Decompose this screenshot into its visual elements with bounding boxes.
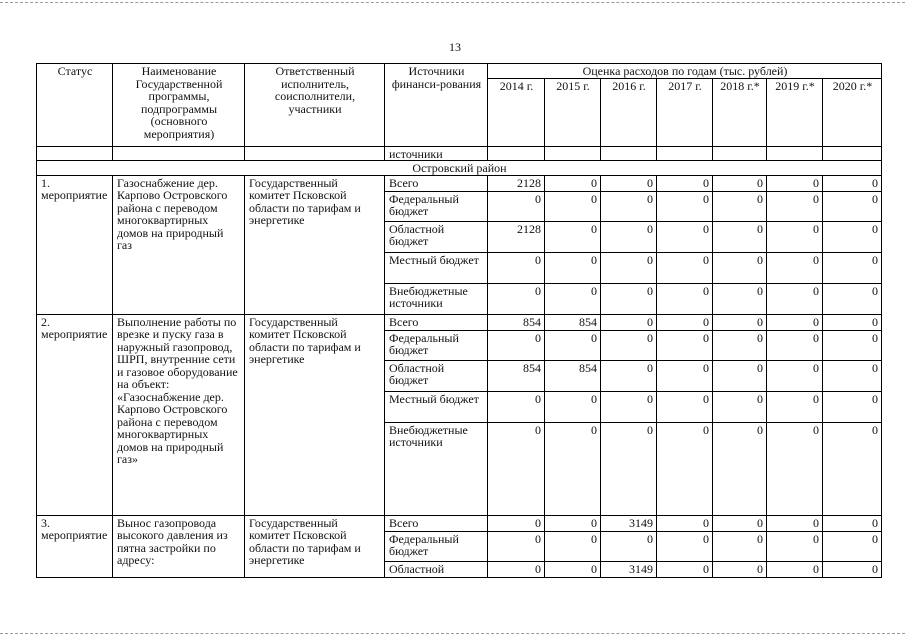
- value-cell: 0: [601, 330, 657, 360]
- activity-status: 2. мероприятие: [37, 314, 113, 515]
- value-cell: 0: [657, 531, 713, 561]
- value-cell: 0: [713, 531, 767, 561]
- value-cell: 0: [767, 252, 823, 283]
- source-label: Федеральный бюджет: [385, 531, 488, 561]
- activity-name: Вынос газопровода высокого давления из пятна застройки по адресу:: [113, 515, 245, 577]
- carryover-source: источники: [385, 146, 488, 161]
- source-label: Областной: [385, 561, 488, 577]
- table-row: [37, 515, 882, 531]
- value-cell: 0: [657, 283, 713, 314]
- value-cell: 854: [545, 360, 601, 391]
- page-number: 13: [449, 40, 461, 54]
- value-cell: 0: [823, 191, 882, 221]
- header-row: [37, 64, 882, 79]
- carryover-row: [37, 146, 882, 161]
- source-label: Внебюджетные источники: [385, 422, 488, 515]
- budget-table: [36, 63, 882, 578]
- header-costs: Оценка расходов по годам (тыс. рублей): [488, 64, 882, 79]
- value-cell: 0: [823, 561, 882, 577]
- header-year: 2016 г.: [601, 78, 657, 146]
- header-year: 2019 г.*: [767, 78, 823, 146]
- value-cell: 0: [601, 391, 657, 422]
- value-cell: 0: [488, 422, 545, 515]
- value-cell: 0: [545, 391, 601, 422]
- value-cell: 0: [601, 191, 657, 221]
- value-cell: 0: [713, 175, 767, 191]
- value-cell: 0: [823, 515, 882, 531]
- activity-responsible: Государственный комитет Псковской области по тарифам и энергетике: [245, 515, 385, 577]
- value-cell: 0: [488, 191, 545, 221]
- value-cell: 0: [601, 360, 657, 391]
- value-cell: 854: [488, 314, 545, 330]
- value-cell: 0: [823, 314, 882, 330]
- value-cell: 0: [488, 531, 545, 561]
- source-label: Федеральный бюджет: [385, 330, 488, 360]
- source-label: Федеральный бюджет: [385, 191, 488, 221]
- value-cell: 0: [713, 561, 767, 577]
- section-row: [37, 161, 882, 176]
- value-cell: 0: [545, 422, 601, 515]
- value-cell: 0: [767, 531, 823, 561]
- value-cell: 0: [713, 330, 767, 360]
- value-cell: 0: [823, 175, 882, 191]
- activity-status: 1. мероприятие: [37, 175, 113, 314]
- value-cell: 0: [657, 360, 713, 391]
- value-cell: 3149: [601, 561, 657, 577]
- value-cell: 0: [545, 330, 601, 360]
- header-year: 2015 г.: [545, 78, 601, 146]
- value-cell: 0: [657, 515, 713, 531]
- value-cell: 0: [488, 515, 545, 531]
- value-cell: 0: [601, 252, 657, 283]
- value-cell: 0: [545, 515, 601, 531]
- value-cell: 0: [545, 221, 601, 252]
- value-cell: 0: [823, 283, 882, 314]
- table-row: [37, 175, 882, 191]
- activity-responsible: Государственный комитет Псковской области по тарифам и энергетике: [245, 314, 385, 515]
- header-program-name: Наименование Государственной программы, подпрограммы (основного мероприятия): [113, 64, 245, 147]
- header-status: Статус: [37, 64, 113, 147]
- table-row: [37, 314, 882, 330]
- value-cell: 0: [767, 515, 823, 531]
- value-cell: 3149: [601, 515, 657, 531]
- source-label: Всего: [385, 175, 488, 191]
- value-cell: 2128: [488, 175, 545, 191]
- value-cell: 0: [488, 252, 545, 283]
- activity-name: Выполнение работы по врезке и пуску газа в наружный газопровод, ШРП, внутренние сети и газовое оборудование на объект: «Газоснабжение дер. Карпово Островского района с переводом многоквартирных домов на природный газ»: [113, 314, 245, 515]
- scan-edge-top: [0, 2, 905, 3]
- header-responsible: Ответственный исполнитель, соисполнители, участники: [245, 64, 385, 147]
- value-cell: 0: [713, 283, 767, 314]
- header-year: 2017 г.: [657, 78, 713, 146]
- value-cell: 0: [767, 175, 823, 191]
- value-cell: 0: [488, 391, 545, 422]
- value-cell: 0: [657, 175, 713, 191]
- value-cell: 0: [823, 422, 882, 515]
- value-cell: 0: [488, 561, 545, 577]
- value-cell: 0: [713, 221, 767, 252]
- source-label: Внебюджетные источники: [385, 283, 488, 314]
- source-label: Всего: [385, 314, 488, 330]
- value-cell: 0: [545, 252, 601, 283]
- header-year: 2020 г.*: [823, 78, 882, 146]
- activity-responsible: Государственный комитет Псковской области по тарифам и энергетике: [245, 175, 385, 314]
- value-cell: 0: [545, 175, 601, 191]
- section-title: Островский район: [37, 161, 882, 176]
- value-cell: 0: [767, 422, 823, 515]
- value-cell: 0: [713, 191, 767, 221]
- value-cell: 0: [601, 314, 657, 330]
- value-cell: 0: [657, 561, 713, 577]
- value-cell: 0: [657, 314, 713, 330]
- value-cell: 0: [713, 252, 767, 283]
- value-cell: 0: [767, 391, 823, 422]
- value-cell: 0: [601, 283, 657, 314]
- value-cell: 0: [657, 422, 713, 515]
- value-cell: 0: [545, 191, 601, 221]
- value-cell: 0: [657, 391, 713, 422]
- value-cell: 0: [713, 314, 767, 330]
- value-cell: 0: [545, 531, 601, 561]
- scan-edge-bottom: [0, 633, 905, 634]
- value-cell: 0: [657, 221, 713, 252]
- source-label: Областной бюджет: [385, 221, 488, 252]
- value-cell: 0: [713, 391, 767, 422]
- value-cell: 0: [767, 221, 823, 252]
- value-cell: 854: [488, 360, 545, 391]
- value-cell: 0: [545, 561, 601, 577]
- header-year: 2018 г.*: [713, 78, 767, 146]
- value-cell: 0: [657, 330, 713, 360]
- value-cell: 0: [767, 330, 823, 360]
- source-label: Областной бюджет: [385, 360, 488, 391]
- source-label: Всего: [385, 515, 488, 531]
- value-cell: 0: [657, 191, 713, 221]
- value-cell: 0: [767, 360, 823, 391]
- activity-status: 3. мероприятие: [37, 515, 113, 577]
- value-cell: 0: [545, 283, 601, 314]
- value-cell: 0: [823, 330, 882, 360]
- value-cell: 0: [713, 360, 767, 391]
- source-label: Местный бюджет: [385, 391, 488, 422]
- value-cell: 0: [767, 314, 823, 330]
- activity-name: Газоснабжение дер. Карпово Островского района с переводом многоквартирных домов на природный газ: [113, 175, 245, 314]
- value-cell: 0: [601, 221, 657, 252]
- value-cell: 0: [823, 391, 882, 422]
- value-cell: 0: [713, 422, 767, 515]
- value-cell: 0: [601, 175, 657, 191]
- value-cell: 854: [545, 314, 601, 330]
- value-cell: 2128: [488, 221, 545, 252]
- value-cell: 0: [823, 531, 882, 561]
- value-cell: 0: [657, 252, 713, 283]
- value-cell: 0: [601, 531, 657, 561]
- value-cell: 0: [823, 221, 882, 252]
- value-cell: 0: [767, 191, 823, 221]
- value-cell: 0: [823, 360, 882, 391]
- value-cell: 0: [713, 515, 767, 531]
- value-cell: 0: [488, 330, 545, 360]
- value-cell: 0: [767, 561, 823, 577]
- source-label: Местный бюджет: [385, 252, 488, 283]
- value-cell: 0: [601, 422, 657, 515]
- value-cell: 0: [823, 252, 882, 283]
- value-cell: 0: [767, 283, 823, 314]
- header-sources: Источники финанси-рования: [385, 64, 488, 147]
- value-cell: 0: [488, 283, 545, 314]
- header-year: 2014 г.: [488, 78, 545, 146]
